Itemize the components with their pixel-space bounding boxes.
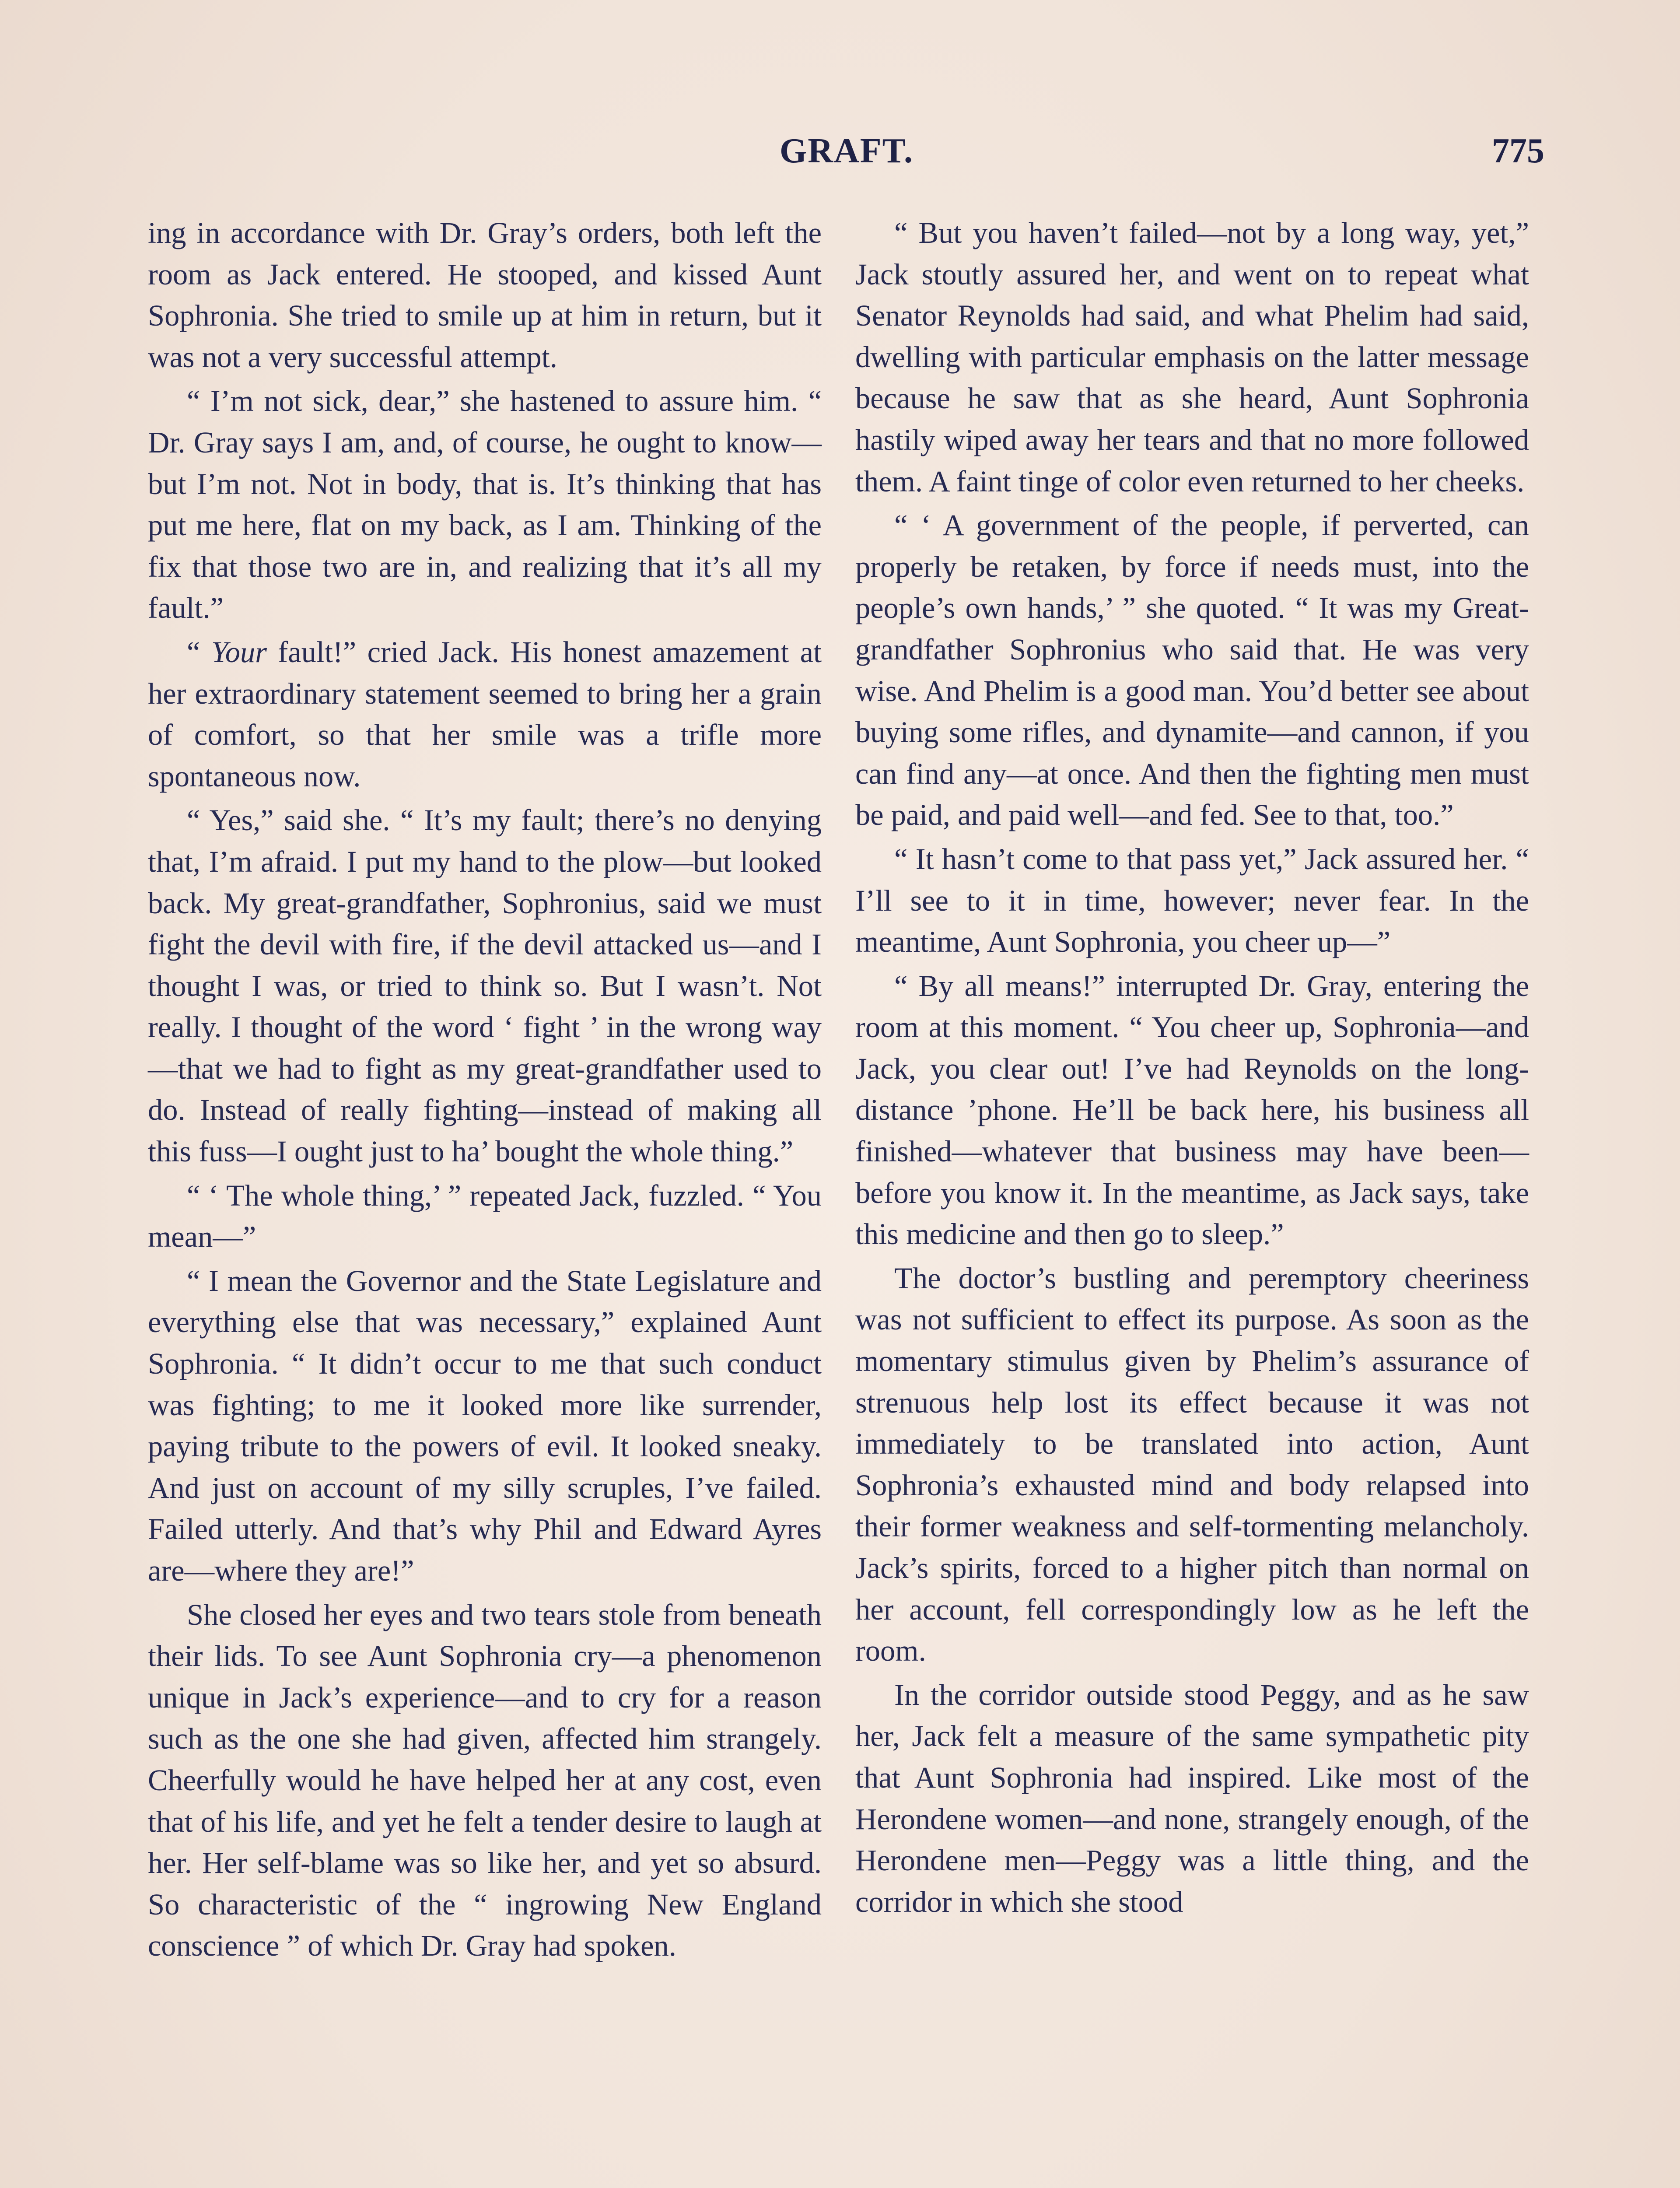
paragraph (148, 631, 822, 797)
paragraph: “ By all means!” interrupted Dr. Gray, entering the room at this moment. “ You cheer up, Sophronia—and Jack, you clear out! I’ve had Reynolds on the long-distance ’phone. He’ll be back here, his business all finished—whatever that business may have been—before you know it. In the meantime, as Jack says, take this medicine and then go to sleep.” (855, 969, 1529, 1251)
page-number: 775 (1492, 132, 1544, 170)
running-title: GRAFT. (779, 132, 914, 170)
open-quote: “ (187, 635, 211, 669)
paragraph: “ I’m not sick, dear,” she hastened to assure him. “ Dr. Gray says I am, and, of course, he ought to know—but I’m not. Not in body, that is. It’s thinking that has put me here, flat on my back, as I am. Thinking of the fix that those two are in, and realizing that it’s all my fault.” (148, 384, 822, 625)
emphasized-word: Your (211, 635, 267, 669)
paragraph: “ Yes,” said she. “ It’s my fault; there’s no denying that, I’m afraid. I put my hand to the plow—but looked back. My great-grandfather, Sophronius, said we must fight the devil with fire, if the devil attacked us—and I thought I was, or tried to think so. But I wasn’t. Not really. I thought of the word ‘ fight ’ in the wrong way—that we had to fight as my great-grandfather used to do. Instead of really fighting—instead of making all this fuss—I ought just to ha’ bought the whole thing.” (148, 803, 822, 1168)
paragraph: “ But you haven’t failed—not by a long way, yet,” Jack stoutly assured her, and went on to repeat what Senator Reynolds had said, and what Phelim had said, dwelling with particular emphasis on the latter message because he saw that as she heard, Aunt Sophronia hastily wiped away her tears and that no more followed them. A faint tinge of color even returned to her cheeks. (855, 216, 1529, 498)
paragraph: In the corridor outside stood Peggy, and as he saw her, Jack felt a measure of the same sympathetic pity that Aunt Sophronia had inspired. Like most of the Herondene women—and none, strangely enough, of the Herondene men—Peggy was a little thing, and the corridor in which she stood (855, 1678, 1529, 1918)
paragraph: ing in accordance with Dr. Gray’s orders, both left the room as Jack entered. He stooped, and kissed Aunt Sophronia. She tried to smile up at him in return, but it was not a very successful attempt. (148, 216, 822, 374)
paragraph: The doctor’s bustling and peremptory cheeriness was not sufficient to effect its purpose. As soon as the momentary stimulus given by Phelim’s assurance of strenuous help lost its effect because it was not immediately to be translated into action, Aunt Sophronia’s exhausted mind and body relapsed into their former weakness and self-tormenting melancholy. Jack’s spirits, forced to a higher pitch than normal on her account, fell correspondingly low as he left the room. (855, 1261, 1529, 1668)
paragraph-body: amazement at her extraordinary statement seemed to bring her a grain of comfort, so that her smile was a trifle more spontaneous now. (148, 635, 822, 793)
paragraph-lead: fault!” cried Jack. His honest (266, 635, 641, 669)
paragraph: “ I mean the Governor and the State Legislature and everything else that was necessary,” explained Aunt Sophronia. “ It didn’t occur to me that such conduct was fighting; to me it looked more like surrender, paying tribute to the powers of evil. It looked sneaky. And just on account of my silly scruples, I’ve failed. Failed utterly. And that’s why Phil and Edward Ayres are—where they are!” (148, 1264, 822, 1587)
paragraph: She closed her eyes and two tears stole from beneath their lids. To see Aunt Sophronia cry—a phenomenon unique in Jack’s experience—and to cry for a reason such as the one she had given, affected him strangely. Cheerfully would he have helped her at any cost, even that of his life, and yet he felt a tender desire to laugh at her. Her self-blame was so like her, and yet so absurd. So characteristic of the “ ingrowing New England conscience ” of which Dr. Gray had spoken. (148, 1598, 822, 1963)
right-column (855, 212, 1529, 2188)
paragraph: “ ‘ A government of the people, if perverted, can properly be retaken, by force if needs must, into the people’s own hands,’ ” she quoted. “ It was my Great-grandfather Sophronius who said that. He was very wise. And Phelim is a good man. You’d better see about buying some rifles, and dynamite—and cannon, if you can find any—at once. And then the fighting men must be paid, and paid well—and fed. See to that, too.” (855, 508, 1529, 832)
page-header (149, 131, 1544, 179)
paragraph: “ ‘ The whole thing,’ ” repeated Jack, fuzzled. “ You mean—” (148, 1178, 822, 1254)
paragraph: “ It hasn’t come to that pass yet,” Jack assured her. “ I’ll see to it in time, however; never fear. In the meantime, Aunt Sophronia, you cheer up—” (855, 842, 1529, 959)
left-column (148, 212, 822, 2188)
